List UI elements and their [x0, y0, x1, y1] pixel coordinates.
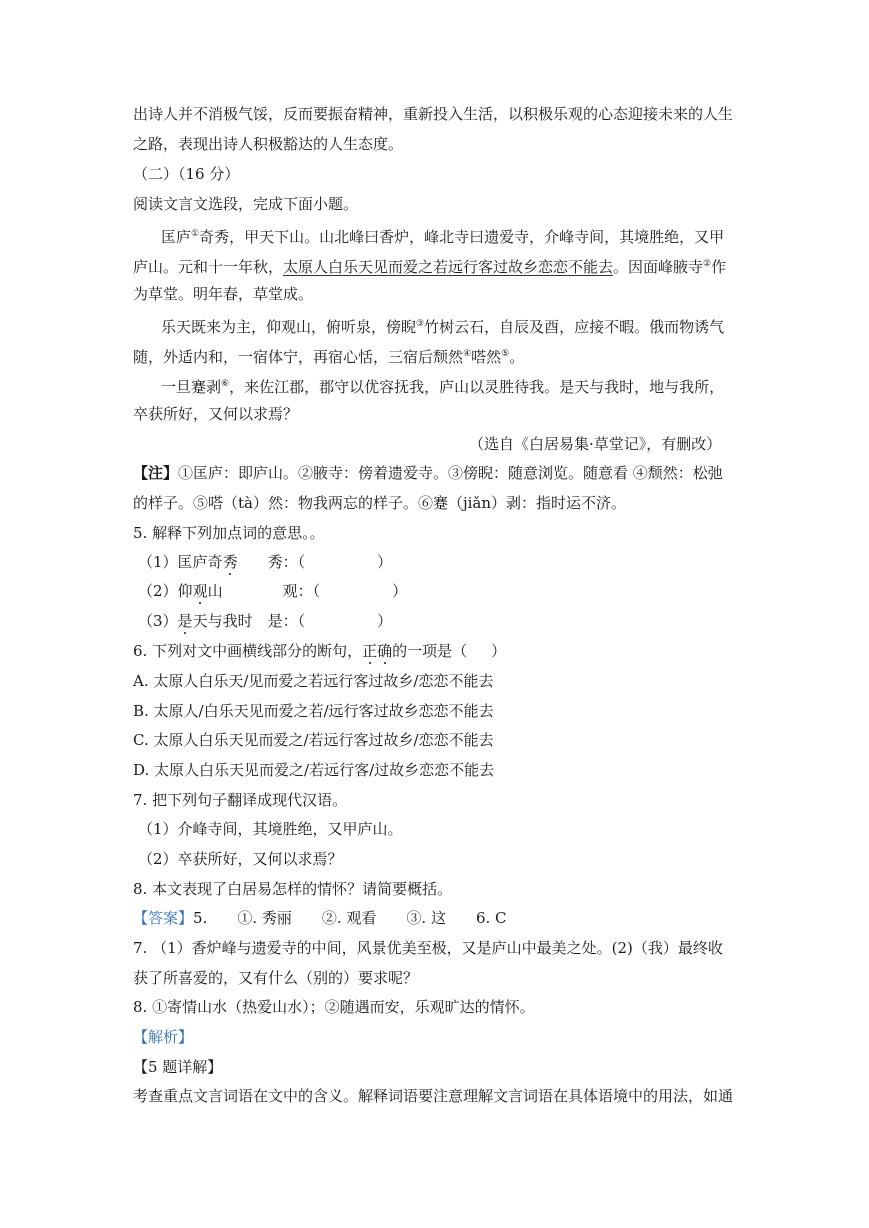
section-title: （二）（16 分）: [133, 165, 240, 183]
passage-p3-line1: 一旦蹇剥⑥，来佐江郡，郡守以优容抚我，庐山以灵胜待我。是天与我时，地与我所，: [161, 378, 725, 396]
analysis-text: 考查重点文言词语在文中的含义。解释词语要注意理解文言词语在具体语境中的用法，如通: [133, 1087, 734, 1105]
answer-7-line1: 7. （1）香炉峰与遗爱寺的中间，风景优美至极，又是庐山中最美之处。(2)（我）最终收: [133, 939, 723, 957]
footnote-marker: ⑥: [221, 379, 230, 389]
underlined-sentence: 太原人白乐天见而爱之若远行客过故乡恋恋不能去: [283, 258, 614, 276]
question-6-option: D. 太原人白乐天见而爱之/若远行客/过故乡恋恋不能去: [133, 761, 495, 779]
footnote-marker: ②: [703, 259, 712, 269]
answer-line: 【答案】5. ①. 秀丽 ②. 观看 ③. 这 6. C: [133, 909, 507, 927]
dotted-word: 正: [362, 642, 378, 660]
answer-8: 8. ①寄情山水（热爱山水）；②随遇而安，乐观旷达的情怀。: [133, 998, 535, 1016]
dotted-word: 秀: [222, 553, 238, 571]
q5-detail-title: 【5 题详解】: [133, 1058, 223, 1076]
answer-label: 【答案】: [133, 909, 194, 927]
question-6-option: A. 太原人白乐天/见而爱之若远行客过故乡/恋恋不能去: [133, 672, 494, 690]
intro-line: 之路，表现出诗人积极豁达的人生态度。: [133, 135, 404, 153]
footnote-marker: ③: [416, 319, 425, 329]
answer-7-line2: 获了所喜爱的，又有什么（别的）要求呢？: [133, 969, 419, 987]
question-5-item: （1）匡庐奇秀 秀：（ ）: [138, 553, 393, 571]
question-7-item: （2）卒获所好，又何以求焉？: [138, 850, 343, 868]
notes-line2: 的样子。⑤嗒（tà）然：物我两忘的样子。⑥蹇（jiǎn）剥：指时运不济。: [133, 494, 627, 512]
dotted-word: 确: [377, 642, 393, 660]
question-6-option: B. 太原人/白乐天见而爱之若/远行客过故乡恋恋不能去: [133, 702, 494, 720]
passage-p1-line1: 匡庐①奇秀，甲天下山。山北峰曰香炉，峰北寺曰遗爱寺，介峰寺间，其境胜绝，又甲: [161, 228, 725, 246]
passage-source: （选自《白居易集·草堂记》，有删改）: [469, 435, 722, 453]
passage-p3-line2: 卒获所好，又何以求焉？: [133, 405, 299, 423]
question-7-stem: 7. 把下列句子翻译成现代汉语。: [133, 791, 348, 809]
instruction: 阅读文言文选段，完成下面小题。: [133, 195, 359, 213]
passage-p1-line2: 庐山。元和十一年秋，太原人白乐天见而爱之若远行客过故乡恋恋不能去。因面峰腋寺②作: [133, 258, 727, 276]
footnote-marker: ④: [463, 349, 472, 359]
question-8-stem: 8. 本文表现了白居易怎样的情怀？请简要概括。: [133, 880, 453, 898]
footnote-marker: ①: [191, 229, 200, 239]
footnote-marker: ⑤: [501, 349, 510, 359]
question-5-stem: 5. 解释下列加点词的意思。。: [133, 524, 325, 542]
notes-label: 【注】: [133, 464, 179, 482]
passage-p2-line2: 随，外适内和，一宿体宁，再宿心恬，三宿后颓然④嗒然⑤。: [133, 348, 525, 366]
question-5-item: （2）仰观山 观：（ ）: [138, 582, 408, 600]
analysis-label: 【解析】: [133, 1028, 194, 1046]
question-6-option: C. 太原人白乐天见而爱之/若远行客过故乡/恋恋不能去: [133, 731, 494, 749]
question-7-item: （1）介峰寺间，其境胜绝，又甲庐山。: [138, 820, 403, 838]
passage-p2-line1: 乐天既来为主，仰观山，俯听泉，傍睨③竹树云石，自辰及酉，应接不暇。俄而物诱气: [161, 318, 725, 336]
question-6-stem: 6. 下列对文中画横线部分的断句，正确的一项是（ ）: [133, 642, 507, 660]
dotted-word: 观: [192, 582, 208, 600]
question-5-item: （3）是天与我时 是：（ ）: [138, 612, 393, 630]
intro-line: 出诗人并不消极气馁，反而要振奋精神，重新投入生活，以积极乐观的心态迎接未来的人生: [133, 105, 734, 123]
passage-p1-line3: 为草堂。明年春，草堂成。: [133, 285, 314, 303]
dotted-word: 是: [177, 612, 193, 630]
notes-line1: 【注】①匡庐：即庐山。②腋寺：傍着遗爱寺。③傍睨：随意浏览。随意看 ④颓然：松弛: [133, 464, 723, 482]
